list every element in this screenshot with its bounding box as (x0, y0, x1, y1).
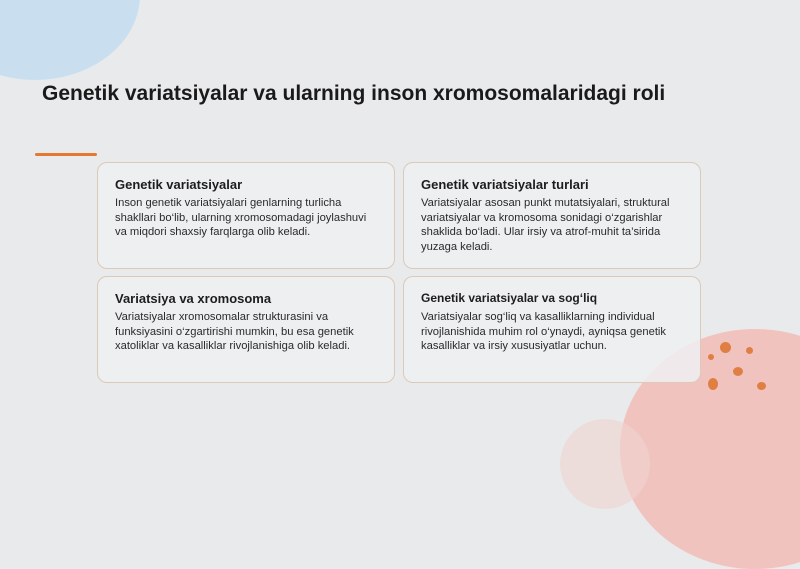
decorative-pink-blob-small (560, 419, 650, 509)
card-text: Variatsiyalar sog‘liq va kasalliklarning individual rivojlanishida muhim rol o‘ynaydi, ayniqsa genetik kasalliklar va irsiy xususiyatlar uchun. (421, 311, 667, 353)
slide-title: Genetik variatsiyalar va ularning inson xromosomalaridagi roli (42, 82, 666, 105)
card-heading: Variatsiya va xromosoma (115, 291, 272, 306)
card-variation-health (403, 276, 701, 383)
card-text: Variatsiyalar asosan punkt mutatsiyalari, struktural variatsiyalar va kromosoma sonidagi o‘zgarishlar shaklida bo‘ladi. Ular irsiy va atrof-muhit ta’sirida yuzaga keladi. (421, 197, 670, 253)
card-genetic-variations (97, 162, 395, 269)
decorative-dot (720, 342, 731, 353)
card-heading: Genetik variatsiyalar (115, 177, 243, 192)
card-variation-types (403, 162, 701, 269)
decorative-dot (708, 354, 714, 360)
decorative-dot (757, 382, 766, 390)
decorative-blue-blob (0, 0, 140, 80)
card-text: Inson genetik variatsiyalari genlarning turlicha shakllari bo‘lib, ularning xromosomadagi joylashuvi va miqdori shaxsiy farqlarga olib keladi. (115, 197, 367, 239)
card-variation-chromosome (97, 276, 395, 383)
decorative-dot (733, 367, 743, 376)
decorative-dot (746, 347, 753, 354)
card-heading: Genetik variatsiyalar turlari (421, 177, 589, 192)
title-accent-line (35, 153, 97, 156)
card-text: Variatsiyalar xromosomalar strukturasini va funksiyasini o‘zgartirishi mumkin, bu esa genetik xatoliklar va kasalliklar rivojlanishiga olib keladi. (115, 311, 354, 353)
decorative-dot (708, 378, 718, 390)
card-heading: Genetik variatsiyalar va sog‘liq (421, 291, 598, 305)
